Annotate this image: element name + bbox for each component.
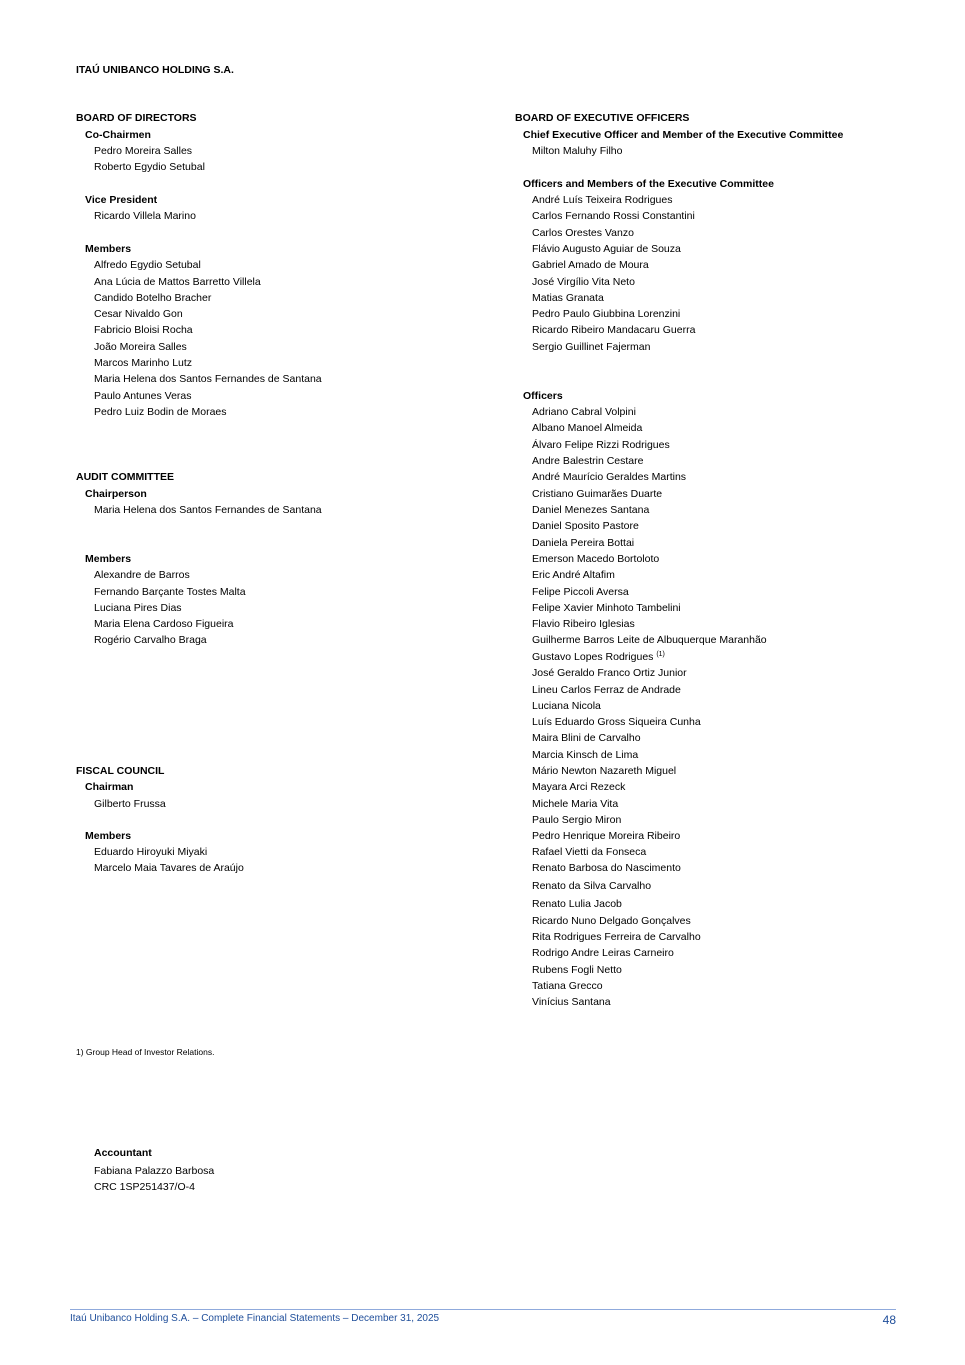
person-name: Maria Helena dos Santos Fernandes de Santana	[94, 504, 322, 516]
section-title: FISCAL COUNCIL	[76, 765, 165, 777]
person-name: Flavio Ribeiro Iglesias	[532, 618, 635, 630]
person-name: Alfredo Egydio Setubal	[94, 259, 201, 271]
person-name: Guilherme Barros Leite de Albuquerque Maranhão	[532, 634, 767, 646]
role-label: Members	[85, 830, 132, 842]
person-name: Maira Blini de Carvalho	[532, 732, 641, 744]
person-name: José Geraldo Franco Ortiz Junior	[532, 667, 687, 679]
person-name: Matias Granata	[532, 292, 604, 304]
footer-text: Itaú Unibanco Holding S.A. – Complete Financial Statements – December 31, 2025	[70, 1313, 440, 1324]
person-name: Marcos Marinho Lutz	[94, 357, 193, 369]
role-label: Officers and Members of the Executive Committee	[523, 178, 774, 190]
person-name: Vinícius Santana	[532, 996, 611, 1008]
person-name: Gabriel Amado de Moura	[532, 259, 649, 271]
person-name: Rafael Vietti da Fonseca	[532, 846, 647, 858]
person-name: Pedro Paulo Giubbina Lorenzini	[532, 308, 681, 320]
person-name: Ana Lúcia de Mattos Barretto Villela	[94, 276, 261, 288]
person-name: Renato Barbosa do Nascimento	[532, 862, 681, 874]
section-title: BOARD OF EXECUTIVE OFFICERS	[515, 112, 690, 124]
person-name: João Moreira Salles	[94, 341, 187, 353]
person-name: Renato Lulia Jacob	[532, 898, 622, 910]
person-name: Andre Balestrin Cestare	[532, 455, 644, 467]
page-number: 48	[882, 1313, 896, 1327]
person-name: Paulo Antunes Veras	[94, 390, 192, 402]
person-name: Emerson Macedo Bortoloto	[532, 553, 660, 565]
person-name: Daniel Sposito Pastore	[532, 520, 639, 532]
person-name: Alexandre de Barros	[94, 569, 190, 581]
person-name: Fabiana Palazzo Barbosa	[94, 1165, 215, 1177]
person-name: Felipe Piccoli Aversa	[532, 586, 629, 598]
person-name: André Luís Teixeira Rodrigues	[532, 194, 673, 206]
role-label: Chairman	[85, 781, 134, 793]
person-name: Marcia Kinsch de Lima	[532, 749, 639, 761]
person-name-with-note	[532, 651, 665, 664]
section-title: AUDIT COMMITTEE	[76, 471, 174, 483]
person-name: Gilberto Frussa	[94, 798, 166, 810]
person-name: Carlos Orestes Vanzo	[532, 227, 634, 239]
person-name: Pedro Henrique Moreira Ribeiro	[532, 830, 681, 842]
person-name: Tatiana Grecco	[532, 980, 603, 992]
role-label: Chief Executive Officer and Member of the Executive Committee	[523, 129, 844, 141]
person-name: Paulo Sergio Miron	[532, 814, 622, 826]
person-name: Mário Newton Nazareth Miguel	[532, 765, 677, 777]
person-name: Rubens Fogli Netto	[532, 964, 622, 976]
person-name: Pedro Luiz Bodin de Moraes	[94, 406, 227, 418]
person-name: Felipe Xavier Minhoto Tambelini	[532, 602, 681, 614]
person-name: Albano Manoel Almeida	[532, 422, 643, 434]
person-name: Maria Elena Cardoso Figueira	[94, 618, 234, 630]
person-name: Cesar Nivaldo Gon	[94, 308, 183, 320]
company-title: ITAÚ UNIBANCO HOLDING S.A.	[76, 64, 234, 76]
footnote: 1) Group Head of Investor Relations.	[76, 1047, 215, 1057]
person-name: Maria Helena dos Santos Fernandes de Santana	[94, 373, 322, 385]
person-name: Marcelo Maia Tavares de Araújo	[94, 862, 244, 874]
person-name: Flávio Augusto Aguiar de Souza	[532, 243, 681, 255]
section-title: BOARD OF DIRECTORS	[76, 112, 197, 124]
crc-number: CRC 1SP251437/O-4	[94, 1181, 195, 1193]
person-name: Ricardo Nuno Delgado Gonçalves	[532, 915, 691, 927]
role-label: Members	[85, 243, 132, 255]
person-name: André Maurício Geraldes Martins	[532, 471, 687, 483]
person-name: Daniela Pereira Bottai	[532, 537, 635, 549]
person-name: Michele Maria Vita	[532, 798, 619, 810]
footer-divider	[70, 1309, 896, 1310]
person-name: Roberto Egydio Setubal	[94, 161, 205, 173]
person-name: Luís Eduardo Gross Siqueira Cunha	[532, 716, 701, 728]
person-name: Eduardo Hiroyuki Miyaki	[94, 846, 208, 858]
role-label: Vice President	[85, 194, 158, 206]
person-name: Lineu Carlos Ferraz de Andrade	[532, 684, 681, 696]
person-name: Carlos Fernando Rossi Constantini	[532, 210, 695, 222]
person-name: Eric André Altafim	[532, 569, 615, 581]
person-name: Luciana Nicola	[532, 700, 601, 712]
person-name: Ricardo Villela Marino	[94, 210, 196, 222]
person-name: Álvaro Felipe Rizzi Rodrigues	[532, 439, 670, 451]
person-name: Sergio Guillinet Fajerman	[532, 341, 651, 353]
person-name: Rogério Carvalho Braga	[94, 634, 207, 646]
person-name: Adriano Cabral Volpini	[532, 406, 636, 418]
person-name: Renato da Silva Carvalho	[532, 880, 652, 892]
person-name: Cristiano Guimarães Duarte	[532, 488, 663, 500]
person-name: Mayara Arci Rezeck	[532, 781, 626, 793]
person-name: Rodrigo Andre Leiras Carneiro	[532, 947, 674, 959]
person-name: Fernando Barçante Tostes Malta	[94, 586, 246, 598]
person-name: José Virgílio Vita Neto	[532, 276, 635, 288]
role-label: Co-Chairmen	[85, 129, 151, 141]
person-name: Fabricio Bloisi Rocha	[94, 324, 193, 336]
person-name: Milton Maluhy Filho	[532, 145, 623, 157]
role-label: Accountant	[94, 1147, 152, 1159]
person-name: Gustavo Lopes Rodrigues	[532, 651, 654, 663]
person-name: Rita Rodrigues Ferreira de Carvalho	[532, 931, 701, 943]
person-name: Ricardo Ribeiro Mandacaru Guerra	[532, 324, 696, 336]
person-name: Luciana Pires Dias	[94, 602, 182, 614]
footnote-marker: (1)	[656, 651, 665, 658]
role-label: Chairperson	[85, 488, 147, 500]
person-name: Pedro Moreira Salles	[94, 145, 193, 157]
role-label: Officers	[523, 390, 563, 402]
person-name: Daniel Menezes Santana	[532, 504, 650, 516]
role-label: Members	[85, 553, 132, 565]
person-name: Candido Botelho Bracher	[94, 292, 212, 304]
